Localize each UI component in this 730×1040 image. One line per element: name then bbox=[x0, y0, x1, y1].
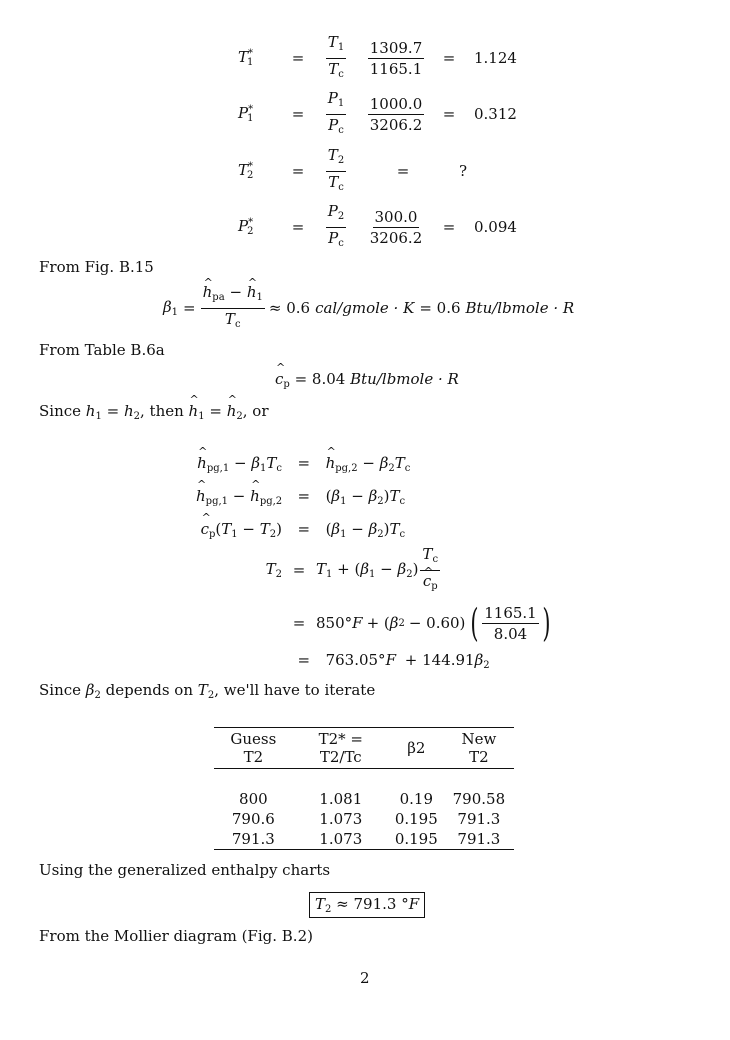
cell: 1.073 bbox=[319, 810, 363, 828]
equal-value: = 0.6 bbox=[419, 299, 461, 317]
equals: = bbox=[291, 105, 305, 123]
reduced-temperature-2-eq: $T^*_2$ = $\frac{T_2}{T_c}$ = ? bbox=[238, 149, 488, 193]
star: * bbox=[248, 48, 254, 59]
cell: 1.073 bbox=[319, 830, 363, 848]
table-row bbox=[214, 829, 514, 849]
equals: = bbox=[442, 49, 456, 67]
result-value: 0.312 bbox=[474, 105, 517, 123]
unit-btu: Btu/lbmole · R bbox=[465, 299, 575, 317]
cell: 0.19 bbox=[399, 790, 433, 808]
value-fraction: $\frac{1309.7}{1165.1}$ bbox=[369, 38, 423, 78]
cell: 0.195 bbox=[394, 810, 438, 828]
mollier-text: From the Mollier diagram (Fig. B.2) bbox=[39, 927, 313, 945]
symbol-fraction: $\frac{T_2}{T_c}$ bbox=[327, 145, 345, 193]
equals: = bbox=[442, 218, 456, 236]
beta1-equation: $\beta_1$ = ^ $\frac{h_{pa} - \^{} h_1}{T_c}$ ≈ 0.6 cal/gmole · K = 0.6 Btu/lbmole · R bbox=[163, 286, 574, 330]
header-new-t2: New T2 bbox=[444, 728, 514, 769]
equals: = bbox=[396, 162, 410, 180]
unit-cal: cal/gmole · K bbox=[315, 299, 415, 317]
cell: 0.195 bbox=[394, 830, 438, 848]
reduced-pressure-1-eq: $P^*_1$ = $\frac{P_1}{P_c}$ $\frac{1000.0}{3206.2}$ = 0.312 bbox=[238, 92, 517, 136]
iteration-table bbox=[214, 727, 514, 849]
symbol-fraction: $\frac{T_1}{T_c}$ bbox=[327, 32, 345, 80]
symbol-fraction: $\frac{P_2}{P_c}$ bbox=[327, 201, 345, 249]
equals: = bbox=[291, 218, 305, 236]
from-fig-text: From Fig. B.15 bbox=[39, 258, 154, 276]
equals: = bbox=[291, 49, 305, 67]
cell: 790.6 bbox=[231, 810, 275, 828]
cell: 1.081 bbox=[319, 790, 363, 808]
value-fraction: $\frac{300.0}{3206.2}$ bbox=[369, 207, 423, 247]
result-value: 0.094 bbox=[474, 218, 517, 236]
enthalpy-fraction: ^ $\frac{h_{pa} - \^{} h_1}{T_c}$ bbox=[201, 283, 265, 334]
cell: 800 bbox=[239, 790, 268, 808]
lhs-sub: 1 bbox=[247, 57, 254, 68]
result-box: $T_2 \approx 791.3$ °F bbox=[309, 892, 425, 918]
header-reduced-t2: T2* = T2/Tc bbox=[293, 728, 389, 769]
cp-equation: ^ $c_p = 8.04$ Btu/lbmole · R bbox=[275, 370, 459, 390]
derivation-row: = $763.05^\circ F + 144.91\beta_2$ bbox=[297, 651, 490, 671]
cell: 791.3 bbox=[457, 810, 501, 828]
value-fraction: $\frac{1000.0}{3206.2}$ bbox=[369, 94, 423, 134]
derivation-row: ^ $h_{pg,1}$ − ^ $h_{pg,2} = (\beta_1 - \beta_2)T_c$ bbox=[196, 487, 405, 507]
derivation-row: ^ $h_{pg,1} - \beta_1T_c$ = ^ $h_{pg,2} - \beta_2T_c$ bbox=[196, 454, 501, 474]
page-number: 2 bbox=[360, 969, 370, 987]
table-row bbox=[214, 809, 514, 829]
derivation-row: ^ $c_p(T_1 - T_2) = (\beta_1 - \beta_2)T_c$ bbox=[196, 520, 405, 540]
header-beta2: β2 bbox=[389, 728, 444, 769]
equals: = bbox=[291, 162, 305, 180]
using-charts-text: Using the generalized enthalpy charts bbox=[39, 861, 331, 879]
lhs-symbol: T bbox=[238, 48, 249, 66]
cell: 790.58 bbox=[452, 790, 506, 808]
equals: = bbox=[442, 105, 456, 123]
table-header-row bbox=[214, 728, 514, 769]
reduced-pressure-2-eq: $P^*_2$ = $\frac{P_2}{P_c}$ $\frac{300.0}{3206.2}$ = 0.094 bbox=[238, 205, 517, 249]
derivation-row: $T_2$ = $T_1 + (\beta_1 - \beta_2)$ $T_c$ ^ $c_p$ bbox=[196, 550, 440, 590]
cell: 791.3 bbox=[457, 830, 501, 848]
table-bottom-rule bbox=[214, 849, 514, 850]
derivation-row: = 850° F + ( β 2 − 0.60) ( $\frac{1165.1}{8.04}$ ) bbox=[292, 601, 551, 645]
symbol-fraction: $\frac{P_1}{P_c}$ bbox=[327, 88, 345, 136]
result-value: ? bbox=[458, 162, 468, 180]
since-h-text: Since $h_1 = h_2$, then ^ $h_1$ = ^ $h_2$, or bbox=[39, 402, 269, 422]
cell: 791.3 bbox=[231, 830, 275, 848]
since-beta-text: Since $\beta_2$ depends on $T_2$, we'll have to iterate bbox=[39, 681, 376, 701]
approx-value: ≈ 0.6 bbox=[268, 299, 311, 317]
from-table-text: From Table B.6a bbox=[39, 341, 165, 359]
reduced-temperature-1-eq bbox=[238, 32, 517, 80]
result-value: 1.124 bbox=[474, 49, 517, 67]
header-guess-t2: Guess T2 bbox=[214, 728, 293, 769]
table-row bbox=[214, 789, 514, 809]
